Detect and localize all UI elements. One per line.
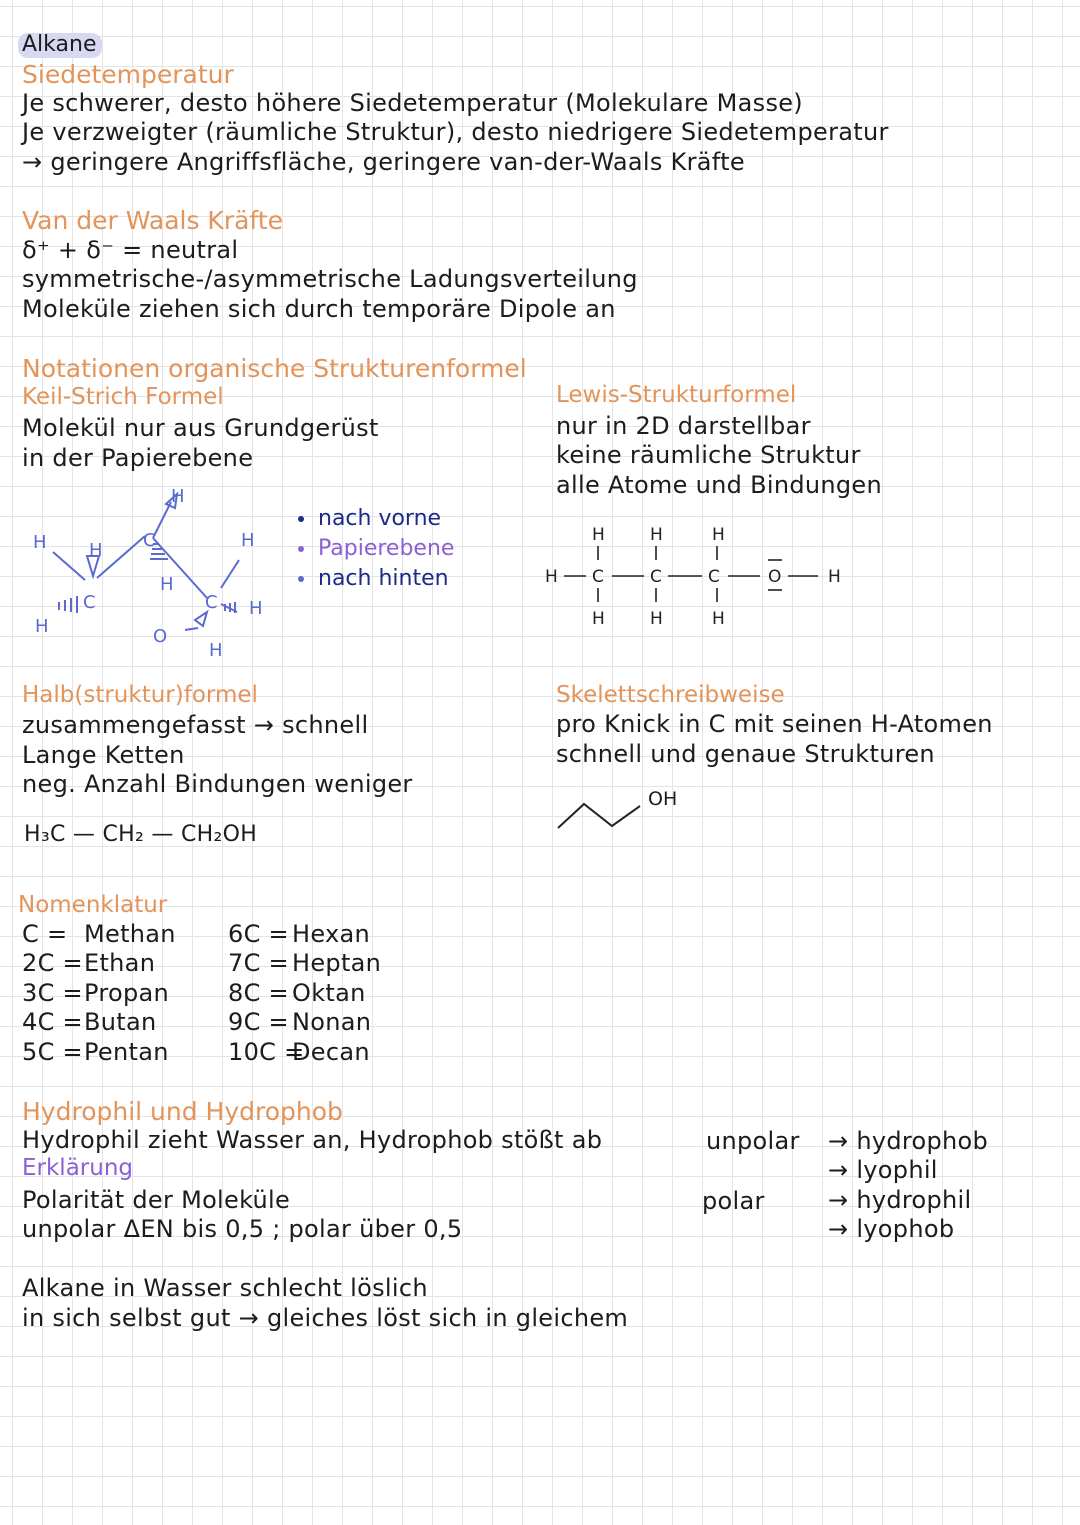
hydro-arrow-3: → hydrophil bbox=[828, 1186, 972, 1214]
skelett-line-1: pro Knick in C mit seinen H-Atomen bbox=[556, 710, 993, 738]
vdw-line-2: symmetrische-/asymmetrische Ladungsverteilung bbox=[22, 265, 638, 293]
halb-formula: H₃C — CH₂ — CH₂OH bbox=[24, 822, 258, 847]
list-item: Hexan bbox=[292, 920, 371, 948]
bullet-icon bbox=[298, 516, 304, 522]
hydro-line-1: Hydrophil zieht Wasser an, Hydrophob stößt ab bbox=[22, 1126, 603, 1154]
boiling-line-1: Je schwerer, desto höhere Siedetemperatur (Molekulare Masse) bbox=[22, 89, 803, 117]
legend-item-front bbox=[298, 508, 441, 530]
vdw-heading: Van der Waals Kräfte bbox=[22, 206, 283, 235]
hydro-arrow-4: → lyophob bbox=[828, 1215, 955, 1243]
svg-text:C: C bbox=[592, 567, 604, 587]
unpolar-label: unpolar bbox=[706, 1127, 800, 1155]
hydro-line-2: Polarität der Moleküle bbox=[22, 1186, 291, 1214]
solubility-line-1: Alkane in Wasser schlecht löslich bbox=[22, 1274, 428, 1302]
list-item: Ethan bbox=[84, 949, 156, 977]
bullet-icon bbox=[298, 546, 304, 552]
keil-line-2: in der Papierebene bbox=[22, 444, 254, 472]
svg-text:H: H bbox=[592, 525, 605, 545]
halb-heading: Halb(struktur)formel bbox=[22, 682, 258, 708]
svg-text:C: C bbox=[650, 567, 662, 587]
list-item: 5C = bbox=[22, 1038, 83, 1066]
list-item: 6C = bbox=[228, 920, 289, 948]
halb-line-1: zusammengefasst → schnell bbox=[22, 711, 369, 739]
svg-text:H: H bbox=[650, 525, 663, 545]
notation-heading: Notationen organische Strukturenformel bbox=[22, 354, 527, 383]
legend-label: nach vorne bbox=[318, 506, 442, 531]
lewis-heading: Lewis-Strukturformel bbox=[556, 382, 797, 408]
svg-text:H: H bbox=[33, 532, 47, 553]
svg-text:H: H bbox=[650, 609, 663, 629]
polar-label: polar bbox=[702, 1187, 765, 1215]
bullet-icon bbox=[298, 576, 304, 582]
svg-text:H: H bbox=[171, 486, 185, 507]
list-item: 8C = bbox=[228, 979, 289, 1007]
svg-text:H: H bbox=[241, 530, 255, 551]
hydro-line-3: unpolar ΔEN bis 0,5 ; polar über 0,5 bbox=[22, 1215, 463, 1243]
list-item: Methan bbox=[84, 920, 176, 948]
list-item: Nonan bbox=[292, 1008, 372, 1036]
svg-text:H: H bbox=[249, 598, 263, 619]
hydro-arrow-1: → hydrophob bbox=[828, 1127, 989, 1155]
legend-item-back bbox=[298, 568, 449, 590]
svg-text:H: H bbox=[592, 609, 605, 629]
svg-text:H: H bbox=[545, 567, 558, 587]
svg-text:H: H bbox=[35, 616, 49, 637]
svg-text:H: H bbox=[712, 609, 725, 629]
boiling-line-2: Je verzweigter (räumliche Struktur), desto niedrigere Siedetemperatur bbox=[22, 118, 889, 146]
svg-text:C: C bbox=[205, 592, 218, 613]
list-item: 7C = bbox=[228, 949, 289, 977]
vdw-line-3: Moleküle ziehen sich durch temporäre Dipole an bbox=[22, 295, 616, 323]
legend-item-plane bbox=[298, 538, 454, 560]
hydro-heading: Hydrophil und Hydrophob bbox=[22, 1097, 343, 1126]
svg-text:H: H bbox=[828, 567, 841, 587]
list-item: 2C = bbox=[22, 949, 83, 977]
keil-line-1: Molekül nur aus Grundgerüst bbox=[22, 414, 379, 442]
svg-text:C: C bbox=[143, 530, 156, 551]
lewis-line-2: keine räumliche Struktur bbox=[556, 441, 861, 469]
svg-text:H: H bbox=[160, 574, 174, 595]
lewis-line-1: nur in 2D darstellbar bbox=[556, 412, 811, 440]
boiling-heading: Siedetemperatur bbox=[22, 60, 234, 89]
list-item: 10C = bbox=[228, 1038, 305, 1066]
list-item: 9C = bbox=[228, 1008, 289, 1036]
svg-text:O: O bbox=[153, 626, 168, 647]
wedge-dash-molecule-drawing bbox=[25, 480, 290, 665]
svg-text:H: H bbox=[712, 525, 725, 545]
lewis-line-3: alle Atome und Bindungen bbox=[556, 471, 882, 499]
svg-text:C: C bbox=[708, 567, 720, 587]
list-item: 3C = bbox=[22, 979, 83, 1007]
list-item: Heptan bbox=[292, 949, 382, 977]
svg-text:C: C bbox=[83, 592, 96, 613]
boiling-line-3: → geringere Angriffsfläche, geringere van-der-Waals Kräfte bbox=[22, 148, 745, 176]
list-item: C = bbox=[22, 920, 68, 948]
hydro-arrow-2: → lyophil bbox=[828, 1156, 938, 1184]
list-item: 4C = bbox=[22, 1008, 83, 1036]
nomenklatur-heading: Nomenklatur bbox=[18, 892, 168, 918]
list-item: Oktan bbox=[292, 979, 366, 1007]
legend-label: nach hinten bbox=[318, 566, 449, 591]
legend-label: Papierebene bbox=[318, 536, 455, 561]
svg-text:H: H bbox=[209, 640, 223, 661]
list-item: Decan bbox=[292, 1038, 370, 1066]
keil-heading: Keil-Strich Formel bbox=[22, 384, 224, 410]
list-item: Butan bbox=[84, 1008, 157, 1036]
skelett-line-2: schnell und genaue Strukturen bbox=[556, 740, 935, 768]
list-item: Propan bbox=[84, 979, 170, 1007]
solubility-line-2: in sich selbst gut → gleiches löst sich in gleichem bbox=[22, 1304, 629, 1332]
halb-line-2: Lange Ketten bbox=[22, 741, 185, 769]
svg-text:H: H bbox=[89, 540, 103, 561]
list-item: Pentan bbox=[84, 1038, 169, 1066]
halb-line-3: neg. Anzahl Bindungen weniger bbox=[22, 770, 413, 798]
skelett-heading: Skelettschreibweise bbox=[556, 682, 785, 708]
skelett-oh-label: OH bbox=[648, 788, 678, 810]
vdw-line-1: δ⁺ + δ⁻ = neutral bbox=[22, 236, 239, 264]
svg-text:O: O bbox=[768, 567, 782, 587]
page-title: Alkane bbox=[18, 33, 102, 58]
hydro-subheading: Erklärung bbox=[22, 1155, 134, 1181]
lewis-structure-drawing bbox=[540, 522, 850, 632]
